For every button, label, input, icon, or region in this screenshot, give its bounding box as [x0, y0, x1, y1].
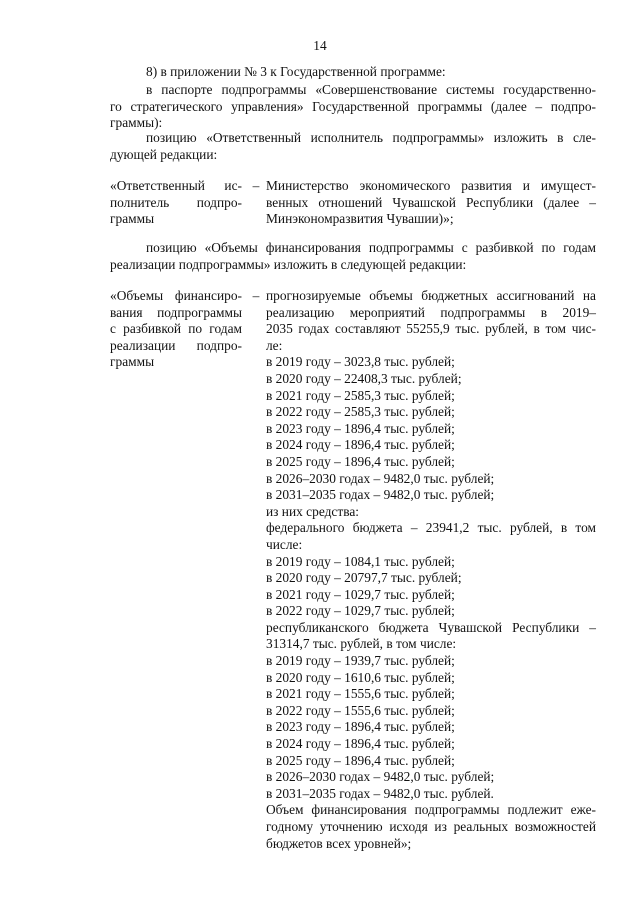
total-years-2031-2035: в 2031–2035 годах – 9482,0 тыс. рублей; [266, 487, 495, 503]
intro-line-2: го стратегического управления» Государственной программы (далее – подпро- [110, 98, 596, 114]
financing-label-line-4: реализации подпро- [110, 337, 242, 353]
responsible-label-line-3: граммы [110, 211, 155, 227]
federal-year-2019: в 2019 году – 1084,1 тыс. рублей; [266, 553, 455, 569]
financing-label-line-1: «Объемы финансиро- [110, 288, 242, 303]
pos2-intro-line-2: реализации подпрограммы» изложить в следующей редакции: [110, 256, 467, 272]
republic-year-2019: в 2019 году – 1939,7 тыс. рублей; [266, 653, 455, 669]
total-year-2020: в 2020 году – 22408,3 тыс. рублей; [266, 370, 462, 386]
intro-line-1: в паспорте подпрограммы «Совершенствование системы государственно- [146, 82, 596, 97]
responsible-value-line-1: Министерство экономического развития и имущест- [266, 178, 596, 193]
responsible-value [266, 178, 596, 228]
federal-line-2: числе: [266, 536, 303, 552]
item-8-heading [110, 64, 596, 81]
financing-head-line-4: ле: [266, 337, 283, 353]
federal-year-2022: в 2022 году – 1029,7 тыс. рублей; [266, 603, 455, 619]
federal-year-2020: в 2020 году – 20797,7 тыс. рублей; [266, 570, 462, 586]
responsible-label-line-1: «Ответственный ис- [110, 178, 242, 193]
republic-year-2024: в 2024 году – 1896,4 тыс. рублей; [266, 736, 455, 752]
financing-label-line-2: вания подпрограммы [110, 304, 242, 320]
federal-year-2021: в 2021 году – 1029,7 тыс. рублей; [266, 586, 455, 602]
total-year-2025: в 2025 году – 1896,4 тыс. рублей; [266, 453, 455, 469]
closing-line-3: бюджетов всех уровней»; [266, 835, 412, 851]
sources-label: из них средства: [266, 503, 360, 519]
total-year-2021: в 2021 году – 2585,3 тыс. рублей; [266, 387, 455, 403]
responsible-label-line-2: полнитель подпро- [110, 194, 242, 210]
closing-line-1: Объем финансирования подпрограммы подлежит еже- [266, 802, 596, 818]
republic-year-2023: в 2023 году – 1896,4 тыс. рублей; [266, 719, 455, 735]
federal-line-1: федерального бюджета – 23941,2 тыс. рублей, в том [266, 520, 596, 536]
pos1-intro-line-1: позицию «Ответственный исполнитель подпрограммы» изложить в сле- [146, 130, 596, 145]
responsible-dash: – [252, 178, 260, 193]
financing-head-line-1: прогнозируемые объемы бюджетных ассигнований на [266, 288, 596, 303]
total-year-2023: в 2023 году – 1896,4 тыс. рублей; [266, 420, 455, 436]
republic-year-2021: в 2021 году – 1555,6 тыс. рублей; [266, 686, 455, 702]
republic-line-1: республиканского бюджета Чувашской Республики – [266, 619, 596, 635]
republic-years-2031-2035: в 2031–2035 годах – 9482,0 тыс. рублей. [266, 785, 494, 801]
financing-row [110, 288, 596, 851]
republic-year-2022: в 2022 году – 1555,6 тыс. рублей; [266, 702, 455, 718]
intro-paragraph [110, 82, 596, 132]
financing-head-line-2: реализацию мероприятий подпрограммы в 2019– [266, 304, 596, 320]
responsible-label [110, 178, 242, 228]
republic-years-2026-2030: в 2026–2030 годах – 9482,0 тыс. рублей; [266, 769, 495, 785]
total-year-2019: в 2019 году – 3023,8 тыс. рублей; [266, 354, 455, 370]
position-responsible-intro [110, 130, 596, 163]
pos2-intro-line-1: позицию «Объемы финансирования подпрограммы с разбивкой по годам [146, 240, 596, 255]
total-year-2022: в 2022 году – 2585,3 тыс. рублей; [266, 404, 455, 420]
financing-dash: – [252, 288, 260, 303]
pos1-intro-line-2: дующей редакции: [110, 146, 218, 162]
financing-head-line-3: 2035 годах составляют 55255,9 тыс. рублей, в том чис- [266, 321, 596, 337]
responsible-value-line-2: венных отношений Чувашской Республики (далее – [266, 194, 596, 210]
financing-label [110, 288, 242, 371]
intro-line-3: граммы): [110, 115, 163, 131]
republic-year-2025: в 2025 году – 1896,4 тыс. рублей; [266, 752, 455, 768]
republic-line-2: 31314,7 тыс. рублей, в том числе: [266, 636, 457, 652]
financing-label-line-5: граммы [110, 354, 155, 370]
financing-value [266, 288, 596, 852]
total-years-2026-2030: в 2026–2030 годах – 9482,0 тыс. рублей; [266, 470, 495, 486]
republic-year-2020: в 2020 году – 1610,6 тыс. рублей; [266, 669, 455, 685]
closing-line-2: годному уточнению исходя из реальных возможностей [266, 819, 596, 834]
position-financing-intro [110, 240, 596, 273]
responsible-row [110, 178, 596, 230]
item-8-text: 8) в приложении № 3 к Государственной программе: [146, 64, 446, 79]
responsible-value-line-3: Минэкономразвития Чувашии)»; [266, 211, 454, 227]
total-year-2024: в 2024 году – 1896,4 тыс. рублей; [266, 437, 455, 453]
page-number: 14 [313, 38, 327, 53]
financing-label-line-3: с разбивкой по годам [110, 321, 242, 337]
